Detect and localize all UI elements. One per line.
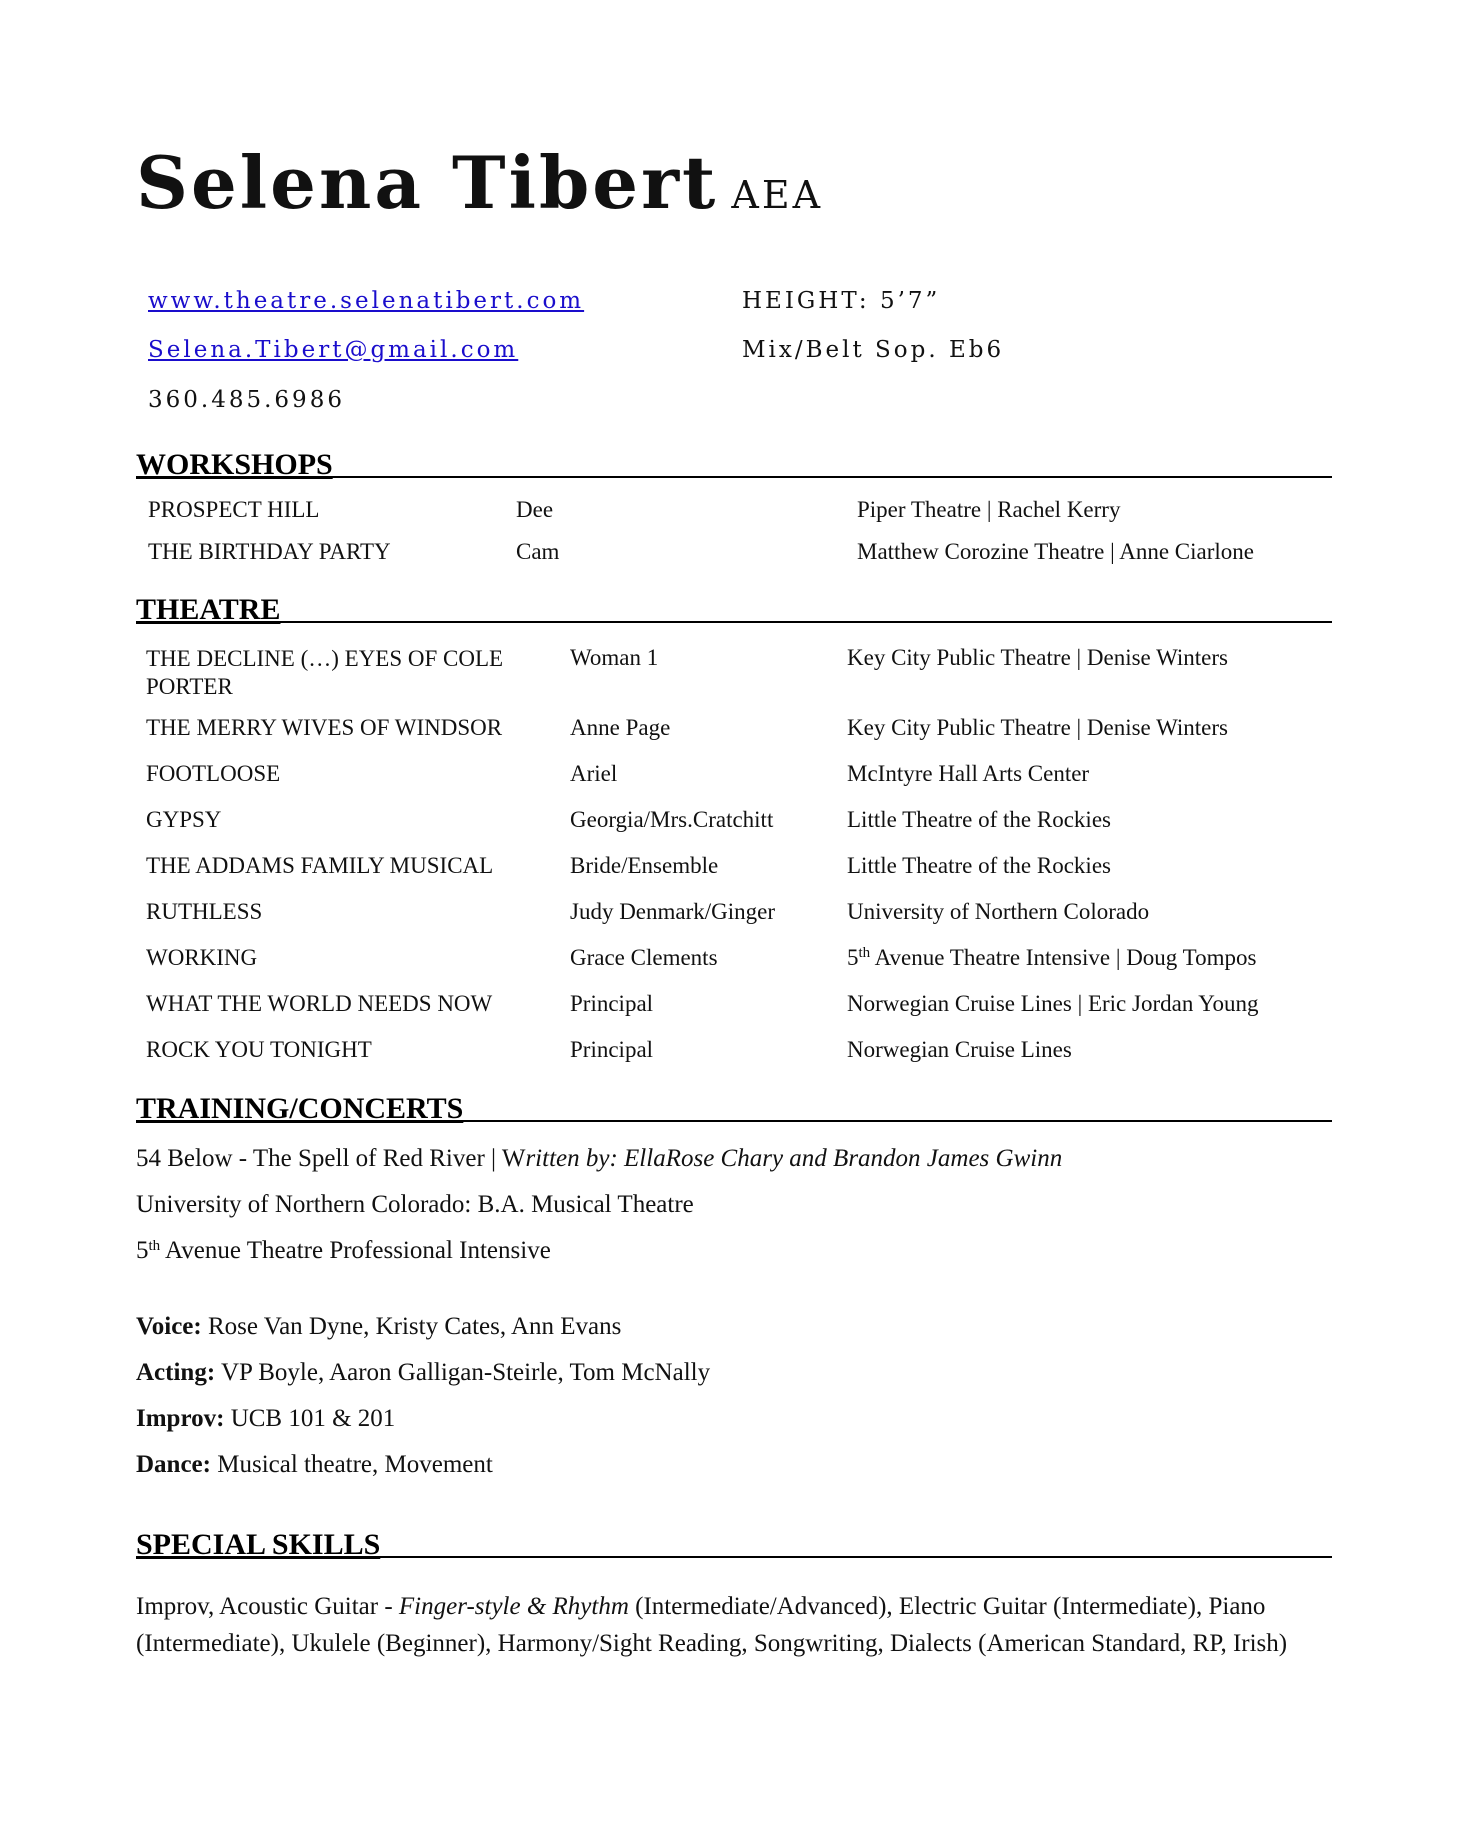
training-acting: Acting: VP Boyle, Aaron Galligan-Steirle, Tom McNally xyxy=(136,1359,711,1386)
venue: Little Theatre of the Rockies xyxy=(847,807,1111,832)
role: Judy Denmark/Ginger xyxy=(570,899,776,924)
venue: Norwegian Cruise Lines xyxy=(847,1037,1072,1062)
theatre-section-header xyxy=(136,585,1332,626)
role: Principal xyxy=(570,991,654,1016)
training-improv: Improv: UCB 101 & 201 xyxy=(136,1405,396,1432)
training-intensive-line: 5th Avenue Theatre Professional Intensive xyxy=(136,1237,551,1264)
venue: Key City Public Theatre | Denise Winters xyxy=(847,715,1228,740)
venue: Key City Public Theatre | Denise Winters xyxy=(847,645,1228,670)
phone-number: 360.485.6986 xyxy=(148,387,345,413)
training-dance: Dance: Musical theatre, Movement xyxy=(136,1451,493,1478)
role: Bride/Ensemble xyxy=(570,853,719,878)
voice-type-info: Mix/Belt Sop. Eb6 xyxy=(742,337,1005,363)
role: Principal xyxy=(570,1037,654,1062)
section-title: WORKSHOPS xyxy=(136,448,333,481)
height-info: HEIGHT: 5’7” xyxy=(742,288,941,314)
venue: McIntyre Hall Arts Center xyxy=(847,761,1090,786)
training-concert-line: 54 Below - The Spell of Red River | Written by: EllaRose Chary and Brandon James Gwinn xyxy=(136,1145,1063,1172)
special-skills-text: Improv, Acoustic Guitar - Finger-style & Rhythm (Intermediate/Advanced), Electric Guitar (Intermediate), Piano (Intermediate), Ukulele (Beginner), Harmony/Sight Reading, Songwriting, Dialects (American Standard, RP, Irish) xyxy=(136,1593,1288,1657)
role: Woman 1 xyxy=(570,645,659,670)
show-title: THE MERRY WIVES OF WINDSOR xyxy=(146,715,503,740)
training-section-header xyxy=(136,1084,1332,1125)
role: Cam xyxy=(516,539,560,564)
role: Dee xyxy=(516,497,554,522)
section-title: SPECIAL SKILLS xyxy=(136,1528,381,1561)
role: Anne Page xyxy=(570,715,671,740)
name-header xyxy=(136,140,823,225)
special-skills-section-header xyxy=(136,1520,1332,1561)
show-title: THE ADDAMS FAMILY MUSICAL xyxy=(146,853,494,878)
role: Georgia/Mrs.Cratchitt xyxy=(570,807,774,832)
email-link[interactable]: Selena.Tibert@gmail.com xyxy=(148,337,519,363)
venue: Norwegian Cruise Lines | Eric Jordan Young xyxy=(847,991,1259,1016)
role: Ariel xyxy=(570,761,618,786)
venue: Matthew Corozine Theatre | Anne Ciarlone xyxy=(857,539,1254,564)
union-affiliation: AEA xyxy=(731,173,824,217)
venue: 5th Avenue Theatre Intensive | Doug Tompos xyxy=(847,945,1257,970)
show-title: WHAT THE WORLD NEEDS NOW xyxy=(146,991,493,1016)
show-title: GYPSY xyxy=(146,807,222,832)
show-title: PROSPECT HILL xyxy=(148,497,320,522)
show-title: ROCK YOU TONIGHT xyxy=(146,1037,372,1062)
role: Grace Clements xyxy=(570,945,718,970)
venue: University of Northern Colorado xyxy=(847,899,1150,924)
venue: Piper Theatre | Rachel Kerry xyxy=(857,497,1121,522)
show-title: RUTHLESS xyxy=(146,899,263,924)
section-title: THEATRE xyxy=(136,593,281,626)
actor-name: Selena Tibert xyxy=(136,140,719,225)
show-title: FOOTLOOSE xyxy=(146,761,281,786)
website-link[interactable]: www.theatre.selenatibert.com xyxy=(148,288,585,314)
website-link-wrapper xyxy=(148,288,584,314)
show-title: THE BIRTHDAY PARTY xyxy=(148,539,391,564)
email-link-wrapper xyxy=(148,337,518,363)
training-voice: Voice: Rose Van Dyne, Kristy Cates, Ann Evans xyxy=(136,1313,622,1340)
training-degree-line: University of Northern Colorado: B.A. Musical Theatre xyxy=(136,1191,694,1218)
show-title: THE DECLINE (…) EYES OF COLE PORTER xyxy=(146,646,504,699)
show-title: WORKING xyxy=(146,945,258,970)
workshops-section-header xyxy=(136,440,1332,481)
section-title: TRAINING/CONCERTS xyxy=(136,1092,464,1125)
venue: Little Theatre of the Rockies xyxy=(847,853,1111,878)
